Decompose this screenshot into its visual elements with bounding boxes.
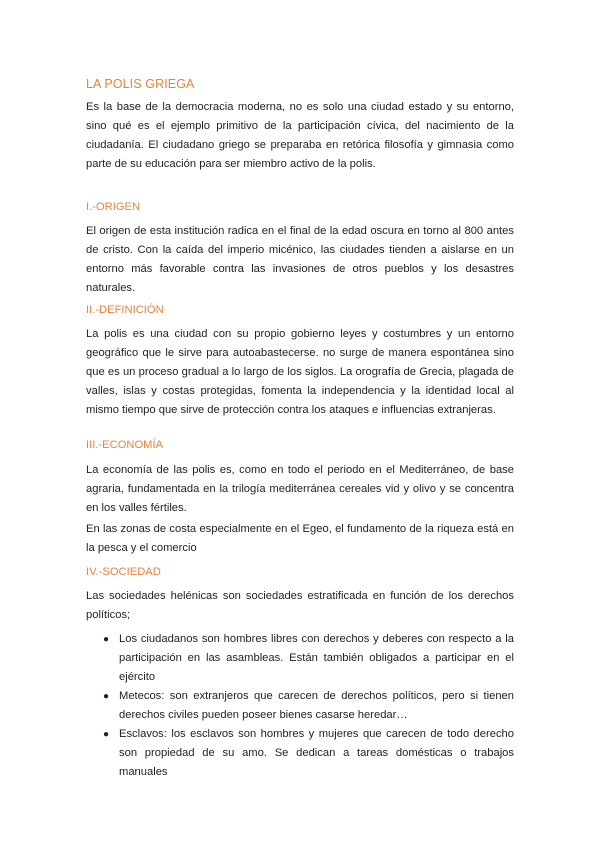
economia-paragraph-1: La economía de las polis es, como en todo el periodo en el Mediterráneo, de base agraria, fundamentada en la trilogía mediterránea cereales vid y olivo y se concentra en los valles fértiles. [86,464,514,514]
bullet-icon: ● [103,634,110,645]
list-item: ● Metecos: son extranjeros que carecen de derechos políticos, pero si tienen derechos civiles pueden poseer bienes casarse heredar… [86,687,514,725]
section-heading-sociedad: IV.-SOCIEDAD [86,566,161,578]
origen-paragraph: El origen de esta institución radica en el final de la edad oscura en torno al 800 antes de cristo. Con la caída del imperio micénico, las ciudades tienden a aislarse en un entorno más favorable contra las invasiones de otros pueblos y los desastres naturales. [86,225,514,294]
sociedad-bullet-list [86,630,514,782]
section-heading-origen: I.-ORIGEN [86,201,141,213]
bullet-icon: ● [103,691,110,702]
document-title: LA POLIS GRIEGA [86,77,195,91]
bullet-icon: ● [103,729,110,740]
section-heading-economia: III.-ECONOMÍA [86,439,164,451]
intro-paragraph: Es la base de la democracia moderna, no es solo una ciudad estado y su entorno, sino qué es el ejemplo primitivo de la participación cívica, del nacimiento de la ciudadanía. El ciudadano griego se preparaba en retórica filosofía y gimnasia como parte de su educación para ser miembro activo de la polis. [86,101,514,170]
section-heading-definicion: II.-DEFINICIÓN [86,304,164,316]
list-item: ● Esclavos: los esclavos son hombres y mujeres que carecen de todo derecho son propiedad de su amo. Se dedican a tareas domésticas o trabajos manuales [86,725,514,782]
list-item: ● Los ciudadanos son hombres libres con derechos y deberes con respecto a la participación en las asambleas. Están también obligados a participar en el ejército [86,630,514,687]
sociedad-paragraph: Las sociedades helénicas son sociedades estratificada en función de los derechos políticos; [86,590,514,621]
economia-paragraph-2: En las zonas de costa especialmente en el Egeo, el fundamento de la riqueza está en la pesca y el comercio [86,523,514,554]
definicion-paragraph: La polis es una ciudad con su propio gobierno leyes y costumbres y un entorno geográfico que le sirve para autoabastecerse. no surge de manera espontánea sino que es un proceso gradual a lo largo de los siglos. La orografía de Grecia, plagada de valles, islas y costas protegidas, fomenta la independencia y la identidad local al mismo tiempo que sirve de protección contra los ataques e influencias extranjeras. [86,328,514,416]
